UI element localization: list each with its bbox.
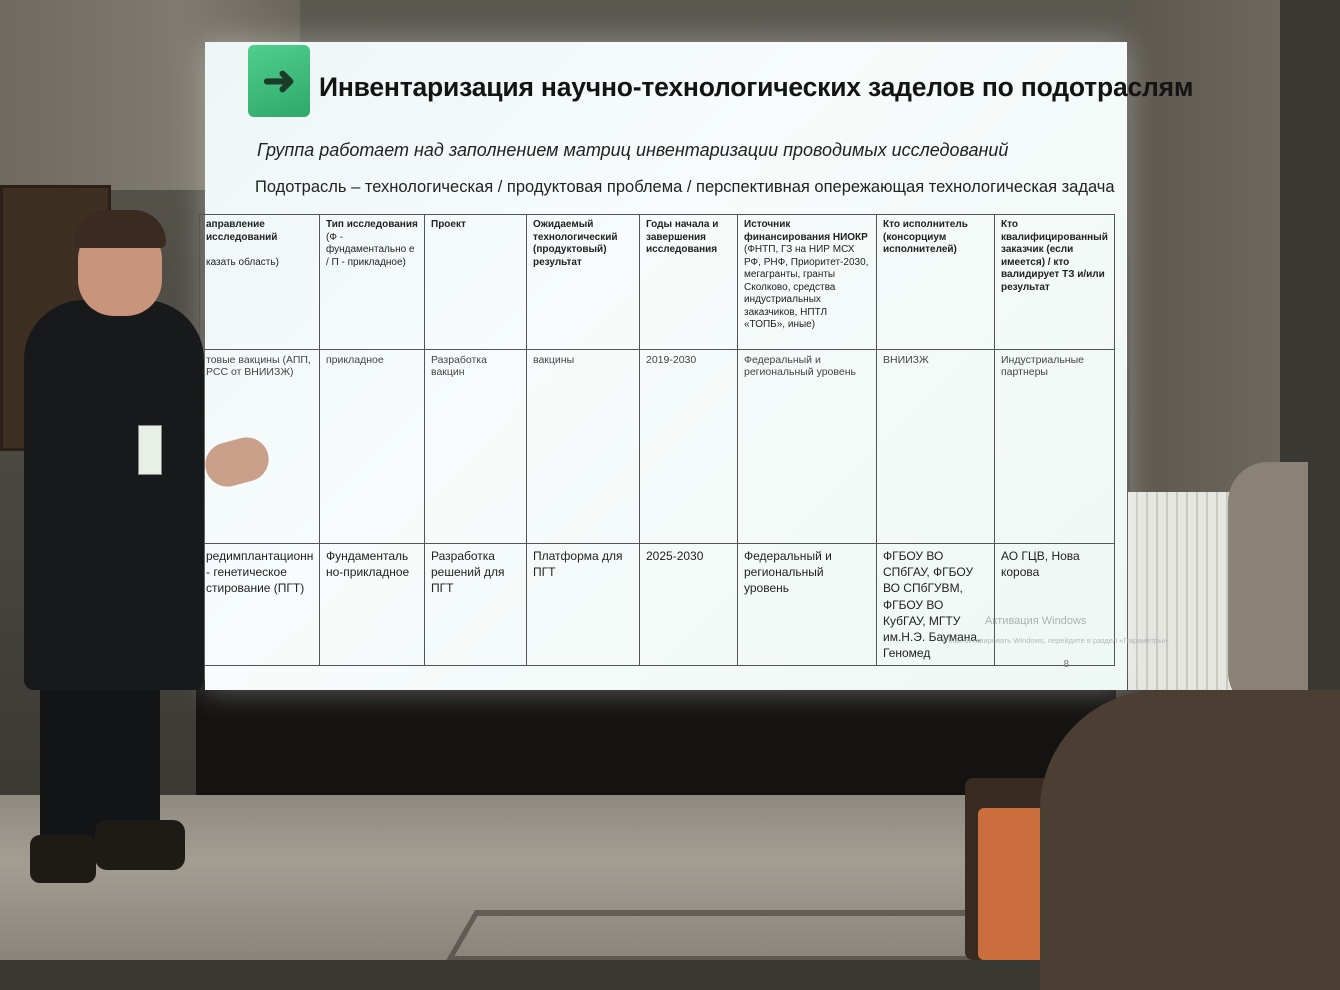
speaker-shoe	[30, 835, 96, 883]
table-cell: 2025-2030	[640, 544, 738, 666]
projection-screen	[205, 42, 1194, 690]
table-cell: АО ГЦВ, Нова корова	[995, 544, 1115, 666]
radiator	[1128, 492, 1232, 690]
table-cell: товые вакцины (АПП, РСС от ВНИИЗЖ)	[200, 350, 320, 544]
table-cell: ФГБОУ ВО СПбГАУ, ФГБОУ ВО СПбГУВМ, ФГБОУ ВО КубГАУ, МГТУ им.Н.Э. Баумана, Геномед	[877, 544, 995, 666]
table-cell: Федеральный и региональный уровень	[738, 544, 877, 666]
inventory-table	[199, 214, 1115, 666]
table-cell: ВНИИЗЖ	[877, 350, 995, 544]
table-header-row	[200, 215, 1115, 350]
audience-member	[1040, 690, 1340, 990]
name-badge	[138, 425, 162, 475]
table-cell: Федеральный и региональный уровень	[738, 350, 877, 544]
table-cell: прикладное	[320, 350, 425, 544]
slide-subtitle: Группа работает над заполнением матриц инвентаризации проводимых исследований	[257, 140, 1009, 160]
speaker-shoe	[95, 820, 185, 870]
page-number: 8	[1063, 659, 1069, 670]
table-cell: Фундаменталь но-прикладное	[320, 544, 425, 666]
header-direction: аправление исследований казать область)	[200, 215, 320, 350]
slide-structure-line: Подотрасль – технологическая / продуктовая проблема / перспективная опережающая технологическая задача	[255, 178, 1115, 196]
table-cell: Разработка решений для ПГТ	[425, 544, 527, 666]
header-executor: Кто исполнитель (консорциум исполнителей)	[877, 215, 995, 350]
speaker-hair	[74, 210, 166, 248]
header-expected-result: Ожидаемый технологический (продуктовый) результат	[527, 215, 640, 350]
table-row	[200, 350, 1115, 544]
header-funding-source: Источник финансирования НИОКР (ФНТП, ГЗ на НИР МСХ РФ, РНФ, Приоритет-2030, мегагранты, гранты Сколково, средства индустриальных заказчиков, НПТЛ «ТОПБ», иные)	[738, 215, 877, 350]
audience-head	[1228, 462, 1308, 712]
header-research-type: Тип исследования (Ф - фундаментально е / П - прикладное)	[320, 215, 425, 350]
header-customer: Кто квалифицированный заказчик (если имеется) / кто валидирует ТЗ и/или результат	[995, 215, 1115, 350]
arrow-right-icon: ➜	[248, 45, 310, 117]
slide-title: Инвентаризация научно-технологических заделов по подотраслям	[319, 72, 1194, 102]
windows-activation-hint: Чтобы активировать Windows, перейдите в раздел «Параметры».	[940, 636, 1170, 645]
header-project: Проект	[425, 215, 527, 350]
speaker	[24, 300, 204, 690]
table-cell: 2019-2030	[640, 350, 738, 544]
header-years: Годы начала и завершения исследования	[640, 215, 738, 350]
table-cell: вакцины	[527, 350, 640, 544]
table-cell: Индустриальные партнеры	[995, 350, 1115, 544]
windows-activation-watermark: Активация Windows	[985, 615, 1087, 627]
table-cell: Разработка вакцин	[425, 350, 527, 544]
table-cell: редимплантационн - генетическое стирование (ПГТ)	[200, 544, 320, 666]
table-cell: Платформа для ПГТ	[527, 544, 640, 666]
table-row	[200, 544, 1115, 666]
